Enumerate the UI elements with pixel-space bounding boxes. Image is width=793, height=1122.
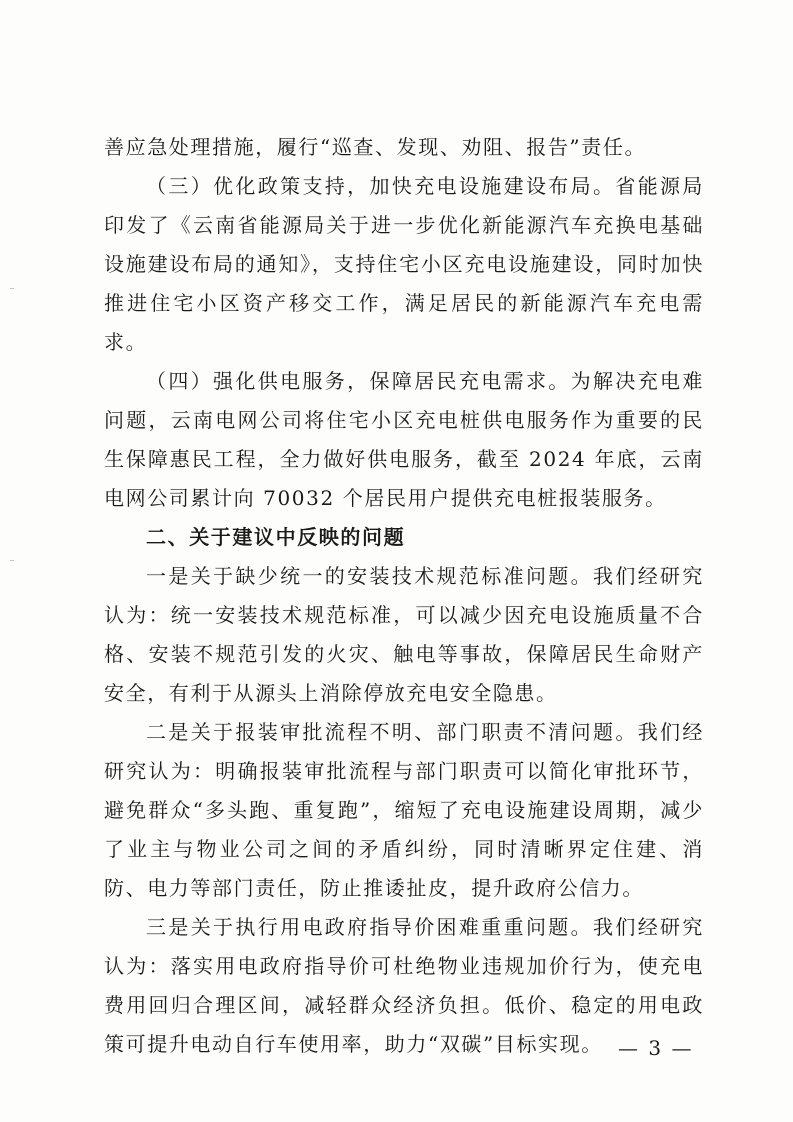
- document-body: [104, 128, 704, 1064]
- paragraph-technical-standards: 一是关于缺少统一的安装技术规范标准问题。我们经研究认为：统一安装技术规范标准，可以减少因充电设施质量不合格、安装不规范引发的火灾、触电等事故，保障居民生命财产安全，有利于从源头上消除停放充电安全隐患。: [104, 564, 704, 705]
- scan-mark: [10, 288, 14, 289]
- paragraph-policy-support: （三）优化政策支持，加快充电设施建设布局。省能源局印发了《云南省能源局关于进一步优化新能源汽车充换电基础设施建设布局的通知》，支持住宅小区充电设施建设，同时加快推进住宅小区资产移交工作，满足居民的新能源汽车充电需求。: [104, 174, 704, 354]
- paragraph-approval-process: 二是关于报装审批流程不明、部门职责不清问题。我们经研究认为：明确报装审批流程与部门职责可以简化审批环节，避免群众“多头跑、重复跑”，缩短了充电设施建设周期，减少了业主与物业公司之间的矛盾纠纷，同时清晰界定住建、消防、电力等部门责任，防止推诿扯皮，提升政府公信力。: [104, 720, 704, 900]
- paragraph-continuation: 善应急处理措施，履行“巡查、发现、劝阻、报告”责任。: [104, 135, 647, 159]
- scan-mark: [10, 560, 14, 561]
- page-number: — 3 —: [618, 1036, 694, 1060]
- paragraph-electricity-pricing: 三是关于执行用电政府指导价困难重重问题。我们经研究认为：落实用电政府指导价可杜绝物业违规加价行为，使充电费用回归合理区间，减轻群众经济负担。低价、稳定的用电政策可提升电动自行车使用率，助力“双碳”目标实现。: [104, 915, 704, 1056]
- paragraph-power-supply: （四）强化供电服务，保障居民充电需求。为解决充电难问题，云南电网公司将住宅小区充电桩供电服务作为重要的民生保障惠民工程，全力做好供电服务，截至 2024 年底，云南电网公司累计向 70032 个居民用户提供充电桩报装服务。: [104, 369, 704, 510]
- section-heading: 二、关于建议中反映的问题: [146, 525, 406, 549]
